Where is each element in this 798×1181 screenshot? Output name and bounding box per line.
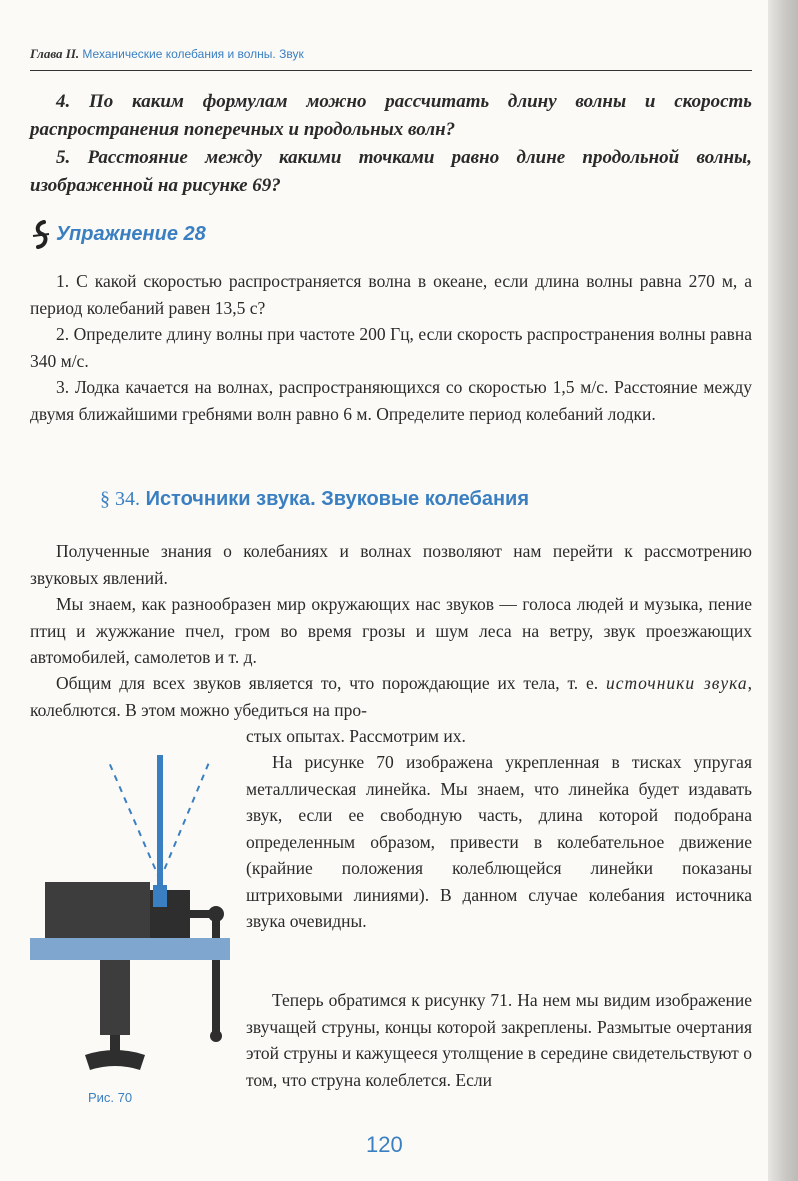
page-edge-shadow xyxy=(768,0,798,1181)
vise-handle xyxy=(212,914,220,1034)
section-number: § 34. xyxy=(100,488,140,510)
term-sound-sources: источники звука xyxy=(605,673,748,693)
page-number: 120 xyxy=(366,1132,403,1157)
paragraph-3 xyxy=(30,670,752,723)
chapter-label: Глава II. xyxy=(30,46,80,61)
exercise-item-2: 2. Определите длину волны при частоте 200 Гц, если скорость распространения волны равна 340 м/с. xyxy=(30,324,752,371)
paragraph-4: На рисунке 70 изображена укрепленная в тисках упругая металлическая линейка. Мы знаем, что линейка будет издавать звук, если ее свободную часть, длина которой подобрана определенным образом, привести в колебательное движение (крайние положения колеблющейся линейки показаны штриховыми линиями). В данном случае колебания источника звука очевидны. xyxy=(246,752,752,931)
question-5: 5. Расстояние между какими точками равно длине продольной волны, изображенной на рисунке 69? xyxy=(30,147,752,196)
paragraph-3-end: , колеблются. В этом можно убедиться на про- xyxy=(30,673,752,720)
paragraph-5: Теперь обратимся к рисунку 71. На нем мы видим изображение звучащей струны, концы которой закреплены. Размытые очертания этой струны и кажущееся утолщение в середине свидетельствуют о том, что струна колеблется. Если xyxy=(246,990,752,1090)
table-top xyxy=(30,938,230,960)
ruler xyxy=(157,755,163,905)
vise-clamp xyxy=(100,960,130,1035)
paragraph-3-continuation: стых опытах. Рассмотрим их. xyxy=(246,726,466,746)
paragraph-2: Мы знаем, как разнообразен мир окружающих нас звуков — голоса людей и музыка, пение птиц и жужжание пчел, гром во время грозы и шум леса на ветру, звук проезжающих автомобилей, самолетов и т. д. xyxy=(30,594,752,667)
ruler-extreme-left xyxy=(108,760,160,880)
exercise-title: Упражнение 28 xyxy=(56,223,206,245)
ruler-extreme-right xyxy=(160,760,210,880)
paragraph-3-start: Общим для всех звуков является то, что порождающие их тела, т. е. xyxy=(56,673,599,693)
clamp-wingnut xyxy=(85,1050,145,1070)
figure-70-vise-ruler xyxy=(30,740,240,1080)
vise-anvil xyxy=(45,882,150,938)
exercise-item-1: 1. С какой скоростью распространяется волна в океане, если длина волны равна 270 м, а период колебаний равен 13,5 с? xyxy=(30,271,752,318)
paragraph-1: Полученные знания о колебаниях и волнах позволяют нам перейти к рассмотрению звуковых явлений. xyxy=(30,541,752,588)
chapter-subtitle: Механические колебания и волны. Звук xyxy=(82,47,304,61)
running-header xyxy=(30,46,752,71)
figure-caption: Рис. 70 xyxy=(88,1090,133,1105)
question-4: 4. По каким формулам можно рассчитать длину волны и скорость распространения поперечных и продольных волн? xyxy=(30,91,752,140)
section-title xyxy=(100,488,529,511)
section-title-text: Источники звука. Звуковые колебания xyxy=(145,488,530,510)
exercise-item-3: 3. Лодка качается на волнах, распространяющихся со скоростью 1,5 м/с. Расстояние между двумя ближайшими гребнями волн равно 6 м. Определите период колебаний лодки. xyxy=(30,377,752,424)
exercise-icon xyxy=(30,220,52,250)
